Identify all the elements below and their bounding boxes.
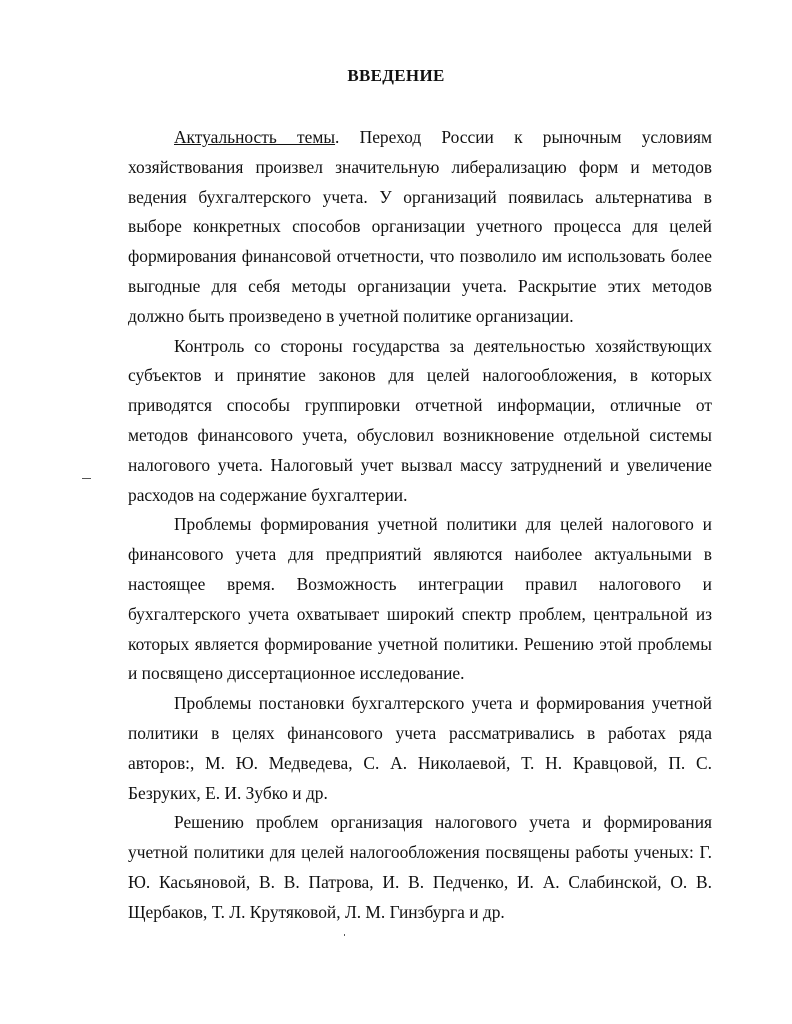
scan-speck	[344, 934, 345, 936]
paragraph-relevance	[128, 123, 712, 332]
body-text	[128, 123, 712, 928]
paragraph-problems: Проблемы формирования учетной политики для целей налогового и финансового учета для предприятий являются наиболее актуальными в настоящее время. Возможность интеграции правил налогового и бухгалтерского учета охватывает широкий спектр проблем, центральной из которых является формирование учетной политики. Решению этой проблемы и посвящено диссертационное исследование.	[128, 514, 712, 684]
paragraph-text: . Переход России к рыночным условиям хозяйствования произвел значительную либерализацию форм и методов ведения бухгалтерского учета. У организаций появилась альтернатива в выборе конкретных способов организации учетного процесса для целей формирования финансовой отчетности, что позволило им использовать более выгодные для себя методы организации учета. Раскрытие этих методов должно быть произведено в учетной политике организации.	[128, 127, 712, 326]
relevance-heading: Актуальность темы	[174, 127, 336, 147]
paragraph-authors-tax: Решению проблем организация налогового учета и формирования учетной политики для целей налогообложения посвящены работы ученых: Г. Ю. Касьяновой, В. В. Патрова, И. В. Педченко, И. А. Слабинской, О. В. Щербаков, Т. Л. Крутяковой, Л. М. Гинзбурга и др.	[128, 812, 712, 922]
paragraph-authors-financial: Проблемы постановки бухгалтерского учета и формирования учетной политики в целях финансового учета рассматривались в работах ряда авторов:, М. Ю. Медведева, С. А. Николаевой, Т. Н. Кравцовой, П. С. Безруких, Е. И. Зубко и др.	[128, 693, 712, 803]
paragraph-state-control: Контроль со стороны государства за деятельностью хозяйствующих субъектов и принятие законов для целей налогообложения, в которых приводятся способы группировки отчетной информации, отличные от методов финансового учета, обусловил возникновение отдельной системы налогового учета. Налоговый учет вызвал массу затруднений и увеличение расходов на содержание бухгалтерии.	[128, 335, 712, 505]
scan-speck	[82, 478, 91, 479]
page-title: ВВЕДЕНИЕ	[347, 66, 445, 85]
